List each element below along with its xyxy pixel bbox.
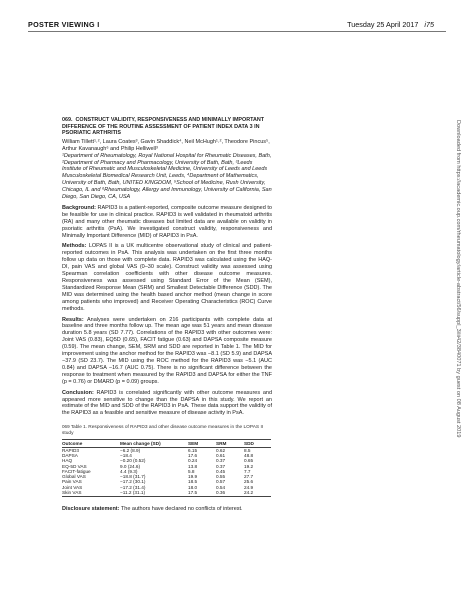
disclosure-section [62,506,272,513]
table-cell: 0.55 [216,474,226,480]
table-cell: 0.57 [216,479,226,485]
table-cell: HAQ [62,458,73,464]
affiliations: ¹Department of Rheumatology, Royal National Hospital for Rheumatic Diseases, Bath, ²Department of Pharmacy and Pharmacology, University of Bath, Bath, ³Leeds Institute of Rheumatic and Musculoskeletal Medicine, University of Leeds and Leeds Musculoskeletal Biomedical Research Unit, Leeds, ⁴Department of Mathematics, University of Bath, Bath, UNITED KINGDOM, ⁵School of Medicine, Rush University, Chicago, IL and ⁶Rheumatology, Allergy and Immunology, University of California, San Diego, San Diego, CA, USA [62,152,272,201]
running-header-date [347,20,434,29]
col-header-srm: SRM [216,439,244,447]
table-cell: Joint VAS [62,484,83,490]
abstract-title-text: CONSTRUCT VALIDITY, RESPONSIVENESS AND MINIMALLY IMPORTANT DIFFERENCE OF THE ROUTINE ASSESSMENT OF PATIENT INDEX DATA 3 IN PSORIATIC ARTHRITIS [62,117,265,137]
conclusion-text: RAPID3 is correlated significantly with other outcome measures and appeared more sensitive to change than the DAPSA in this study. We report an estimate of the MID and SDD of the RAPID3 in PsA. These data support the validity of the RAPID3 as a feasible and sensitive measure of disease activity in PsA. [62,389,273,417]
background-text: RAPID3 is a patient-reported, composite outcome measure designed to be feasible for use in clinical practice. RAPID3 is well validated in rheumatoid arthritis (RA) and many other rheumatic diseases but limited data are available on validity in psoriatic arthritis (PsA). We investigated construct validity, responsiveness and Minimally Important Difference (MID) of RAPID3 in PsA. [62,204,272,239]
table-cell: 17.5 [188,490,216,497]
results-section [62,317,272,386]
disclosure-text: The authors have declared no conflicts of interest. [120,506,243,513]
table-number: 069 Table 1. [62,424,87,430]
results-text: Analyses were undertaken on 216 participants with complete data at baseline and three months follow up. The mean age was 51 years and mean disease duration 5.8 years (SD 7.77). Correlations of the RAPID3 with other outcomes were: Joint VAS (0.83), EQ5D (0.65), FACIT fatigue (0.63) and DAPSA composite measure (0.59). The mean change, SEM, SRM and SDD are reported in Table 1. The MID for improvement using the anchor method for the RAPID3 was −8.1 (SD 5.9) and DAPSA −37.9 (SD 23.7). The MID using the ROC method for the RAPID3 was −5.1 (AUC 0.84) and DAPSA −16.7 (AUC 0.75). There is no significant difference between the response to treatment when measured by the RAPID3 and DAPSA for either the TNF (p = 0.76) or DMARD (p = 0.09) groups. [62,316,272,385]
table-header-row [62,439,271,447]
results-label: Results: [62,316,84,323]
table-cell: 19.2 [244,463,254,469]
table-cell: 4.4 (9.3) [120,468,138,474]
table-caption-text: Responsiveness of RAPID3 and other disease outcome measures in the LOPAS II study [62,425,264,437]
table-cell: −17.2 (31.4) [120,484,146,490]
col-header-sem: SEM [188,439,216,447]
table-cell: −0.20 (0.52) [120,458,146,464]
methods-section [62,243,272,312]
table-cell: 0.45 [216,468,226,474]
download-watermark: Downloaded from https://academic.oup.com/rheumatology/article-abstract/56/suppl_3/iii42/3840071 by guest on 08 August 2019 [455,120,461,438]
author-list: William Tillett¹˒², Laura Coates³, Gavin Shaddick⁴, Neil McHugh¹˒², Theodore Pincus⁵, Arthur Kavanaugh⁶ and Philip Helliwell³ [62,138,270,152]
methods-label: Methods: [62,243,87,250]
disclosure-label: Disclosure statement: [62,506,120,513]
table-cell: 24.9 [244,484,254,490]
conclusion-label: Conclusion: [62,389,94,396]
table-cell: FACIT-fatigue [62,468,91,474]
col-header-outcome: Outcome [62,439,120,447]
table-cell: Skin VAS [62,490,120,497]
background-label: Background: [62,204,96,211]
table-cell: 17.6 [188,453,198,458]
col-header-mean-change: Mean change (SD) [120,439,188,447]
page-number: i75 [424,20,434,29]
table-cell: 0.65 [244,458,254,464]
table-cell: Global VAS [62,474,86,480]
table-cell: −18.4 [120,453,132,458]
table-cell: DAPSA [62,453,78,458]
table-cell: 0.24 [188,458,198,464]
col-header-sdd: SDD [244,439,271,447]
table-cell: EQ-5D VAS [62,463,87,469]
table-cell: 13.8 [188,463,198,469]
table-cell: −6.2 (8.9) [120,447,141,453]
header-rule [28,31,446,32]
results-table [62,439,271,497]
table-caption [62,424,272,437]
conclusion-section [62,390,272,418]
table-cell: 19.9 [188,474,198,480]
abstract-article [62,117,272,513]
table-cell: −17.2 (30.1) [120,479,146,485]
table-cell: 0.61 [216,453,226,458]
table-row [62,490,271,497]
table-cell: 27.7 [244,474,254,480]
table-cell: 18.5 [188,479,198,485]
table-cell: 24.2 [244,490,271,497]
table-cell: 48.8 [244,453,254,458]
table-cell: 25.6 [244,479,254,485]
table-cell: Pain VAS [62,479,82,485]
running-header-section: POSTER VIEWING I [28,20,100,29]
table-cell: −18.8 (31.7) [120,474,146,480]
table-cell: 0.37 [216,463,226,469]
table-cell: RAPID3 [62,447,79,453]
table-cell: 5.8 [188,468,195,474]
methods-text: LOPAS II is a UK multicentre observational study of clinical and patient-reported outcomes in PsA. This analysis was undertaken on the first three months follow up data on those with complete data. RAPID3 was calculated using the HAQ-DI, pain VAS and global VAS (0–30 scale). Construct validity was assessed using Spearman correlation coefficients with other disease outcome measures. Responsiveness was assessed using Standard Error of the Mean (SEM), Standardized Response Mean (SRM) and Smallest Detectable Difference (SDD). The MID was determined using the health based anchor method (mean change in score among patients who improved) and Receiver Operating Characteristics (ROC) Curve methods. [62,243,273,312]
header-date: Tuesday 25 April 2017 [347,20,419,29]
background-section [62,205,272,240]
table-cell: 9.0 (24.6) [120,463,141,469]
table-cell: 6.15 [188,447,198,453]
abstract-number: 069. [62,117,73,123]
table-cell: 8.5 [244,447,251,453]
table-cell: 7.7 [244,468,251,474]
table-cell: 18.0 [188,484,198,490]
table-cell: 0.54 [216,484,226,490]
table-cell: 0.37 [216,458,226,464]
abstract-title [62,117,272,137]
table-cell: 0.36 [216,490,244,497]
table-cell: 0.62 [216,447,226,453]
table-cell: −11.2 (31.1) [120,490,188,497]
